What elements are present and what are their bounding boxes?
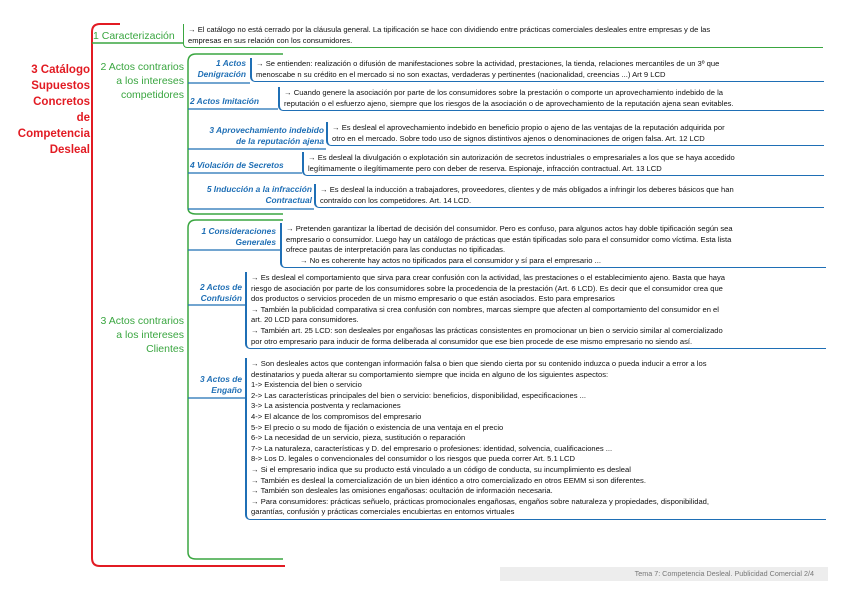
item-label-line: Contractual [265, 195, 312, 205]
text-line: empresas en sus relación con los consumidores. [188, 35, 353, 45]
text-line: → También la publicidad comparativa si crea confusión con nombres, marcas siempre que afecten al comportamiento del consumidor en el [251, 304, 719, 314]
item-label-line: 2 Actos de [199, 282, 242, 292]
item-label-line: 3 Aprovechamiento indebido [209, 125, 324, 135]
text-line: garantías, confusión y prácticas comerciales encubiertas en entornos virtuales [251, 507, 515, 517]
text-line: empresario o consumidor. Luego hay un catálogo de prácticas que están tipificadas solo para el consumidor como víctima. Esta lista [286, 234, 732, 244]
text-line: riesgo de asociación por parte de los consumidores sobre la procedencia de la prestación (Art. 6 LCD). Es decir que el consumidor crea que [251, 283, 723, 293]
text-line: contraído con los competidores. Art. 14 LCD. [320, 195, 472, 205]
engano-text [245, 358, 826, 520]
confusion-text [245, 272, 826, 349]
text-line: → Para consumidores: prácticas señuelo, prácticas promocionales engañosas, engaños sobre naturaleza y propiedades, disponibilidad, [251, 496, 710, 506]
aprovechamiento-text [326, 122, 824, 146]
branch-label-line: 2 Actos contrarios [100, 61, 184, 73]
item-label-line: de la reputación ajena [236, 136, 324, 146]
text-line: → También son desleales las omisiones engañosas: ocultación de información necesaria. [251, 486, 553, 496]
item-aprovechamiento [190, 125, 324, 147]
secretos-text [302, 152, 824, 176]
item-engano [190, 374, 242, 396]
imitacion-text [278, 87, 824, 111]
text-line: → También art. 25 LCD: son desleales por engañosas las prácticas consistentes en promocionar un bien o servicio similar al comercializado [251, 325, 723, 335]
text-line: menoscabe n su crédito en el mercado si no son exactas, verdaderas y pertinentes (nacionalidad, creencias ...) Art 9 LCD [256, 69, 666, 79]
text-line: 2-> Las características principales del bien o servicio: beneficios, disponibilidad, especificaciones ... [251, 390, 586, 400]
text-line: → Son desleales actos que contengan información falsa o bien que siendo cierta por su contenido induzca o pueda inducir a error a los [251, 359, 707, 368]
root-title-line: Supuestos [31, 80, 90, 92]
branch-label-line: a los intereses [116, 329, 184, 341]
root-title [10, 62, 90, 158]
text-line: → Pretenden garantizar la libertad de decisión del consumidor. Pero es confuso, para algunos actos hay doble tipificación según sea [286, 224, 733, 233]
text-line: → Es desleal el aprovechamiento indebido en beneficio propio o ajeno de las ventajas de la reputación adquirida por [332, 123, 725, 132]
text-line: ofrece pautas de interpretación para las conductas no tipificadas. [286, 245, 506, 255]
branch-caracterizacion: 1 Caracterización [93, 30, 175, 42]
branch-label-line: competidores [120, 89, 184, 101]
root-title-line: 3 Catálogo [31, 64, 90, 76]
root-title-line: de [76, 112, 90, 124]
text-line: 8-> Los D. legales o convencionales del consumidor o los riesgos que pueda correr Art. 5.1 LCD [251, 454, 575, 464]
text-line: → El catálogo no está cerrado por la cláusula general. La tipificación se hace con dividiendo entre prácticas comerciales desleales entre empresas y de las [188, 25, 711, 34]
text-line: otro en el mercado. Sobre todo uso de signos distintivos ajenos o denominaciones de origen falsa. Art. 12 LCD [332, 133, 705, 143]
item-label-line: Confusión [200, 293, 242, 303]
item-imitacion [190, 96, 276, 107]
text-line: → Se entienden: realización o difusión de manifestaciones sobre la actividad, prestaciones, la tienda, relaciones mercantiles de un 3º que [256, 59, 720, 68]
branch-competidores [90, 60, 184, 102]
text-line: → Es desleal la inducción a trabajadores, proveedores, clientes y de más obligados a infringir los deberes básicos que han [320, 185, 734, 194]
text-line: art. 20 LCD para consumidores. [251, 315, 359, 325]
text-line: 7-> La naturaleza, características y D. del empresario o profesiones: identidad, solvencia, cualificaciones ... [251, 443, 613, 453]
root-title-line: Concretos [33, 96, 90, 108]
branch-label-line: 3 Actos contrarios [100, 315, 184, 327]
text-line: reputación o el esfuerzo ajeno, siempre que los riesgos de la asociación o de aprovechamiento de la reputación ajena sean evitables. [284, 98, 734, 108]
item-label-line: 1 Consideraciones [201, 226, 276, 236]
caracterizacion-text [183, 24, 823, 48]
item-label-line: 5 Inducción a la infracción [206, 184, 312, 194]
item-confusion [190, 282, 242, 304]
text-line: dos productos o servicios proceden de un mismo empresario o que están asociados. Esto para empresarios [251, 294, 615, 304]
page-footer: Tema 7: Competencia Desleal. Publicidad Comercial 2/4 [500, 567, 828, 581]
item-denigracion [190, 58, 246, 80]
root-title-line: Desleal [49, 144, 90, 156]
text-line: → Cuando genere la asociación por parte de los consumidores sobre la prestación o comporte un aprovechamiento indebido de la [284, 88, 724, 97]
consideraciones-text [280, 223, 826, 268]
text-line: → Es desleal el comportamiento que sirva para crear confusión con la actividad, las prestaciones o el establecimiento ajeno. Basta que haya [251, 273, 726, 282]
item-label-line: Engaño [211, 385, 242, 395]
induccion-text [314, 184, 824, 208]
item-consideraciones [190, 226, 276, 248]
text-line: → No es coherente hay actos no tipificados para el consumidor y sí para el empresario ... [300, 255, 601, 265]
denigracion-text [250, 58, 824, 82]
item-label-line: 1 Actos [216, 58, 246, 68]
item-label-line: 2 Actos Imitación [190, 96, 260, 106]
item-label-line: Denigración [197, 69, 246, 79]
text-line: 3-> La asistencia postventa y reclamaciones [251, 401, 401, 411]
item-label-line: Generales [235, 237, 276, 247]
item-induccion [190, 184, 312, 206]
text-line: → También es desleal la comercialización de un bien idéntico a otro comercializado en otros EEMM si son diferentes. [251, 475, 646, 485]
item-secretos [190, 160, 302, 171]
text-line: 5-> El precio o su modo de fijación o existencia de una ventaja en el precio [251, 422, 504, 432]
item-label-line: 3 Actos de [199, 374, 242, 384]
branch-label-line: a los intereses [116, 75, 184, 87]
branch-label-line: Clientes [146, 343, 184, 355]
text-line: destinatarios y pueda alterar su comportamiento siempre que incida en alguno de los siguientes aspectos: [251, 369, 609, 379]
branch-clientes [90, 314, 184, 356]
text-line: por otro empresario para inducir de forma deliberada al consumidor que ese bien procede de ese mismo empresario no siendo así. [251, 336, 693, 346]
root-title-line: Competencia [17, 128, 90, 140]
text-line: → Si el empresario indica que su producto está vinculado a un código de conducta, su incumplimiento es desleal [251, 464, 631, 474]
text-line: 4-> El alcance de los compromisos del empresario [251, 411, 422, 421]
item-label-line: 4 Violación de Secretos [190, 160, 284, 170]
text-line: 1-> Existencia del bien o servicio [251, 380, 362, 390]
text-line: legítimamente o ilegítimamente pero con deber de reserva. Espionaje, infracción contractual. Art. 13 LCD [308, 163, 662, 173]
text-line: 6-> La necesidad de un servicio, pieza, sustitución o reparación [251, 433, 466, 443]
text-line: → Es desleal la divulgación o explotación sin autorización de secretos industriales o empresariales a los que se haya accedido [308, 153, 735, 162]
